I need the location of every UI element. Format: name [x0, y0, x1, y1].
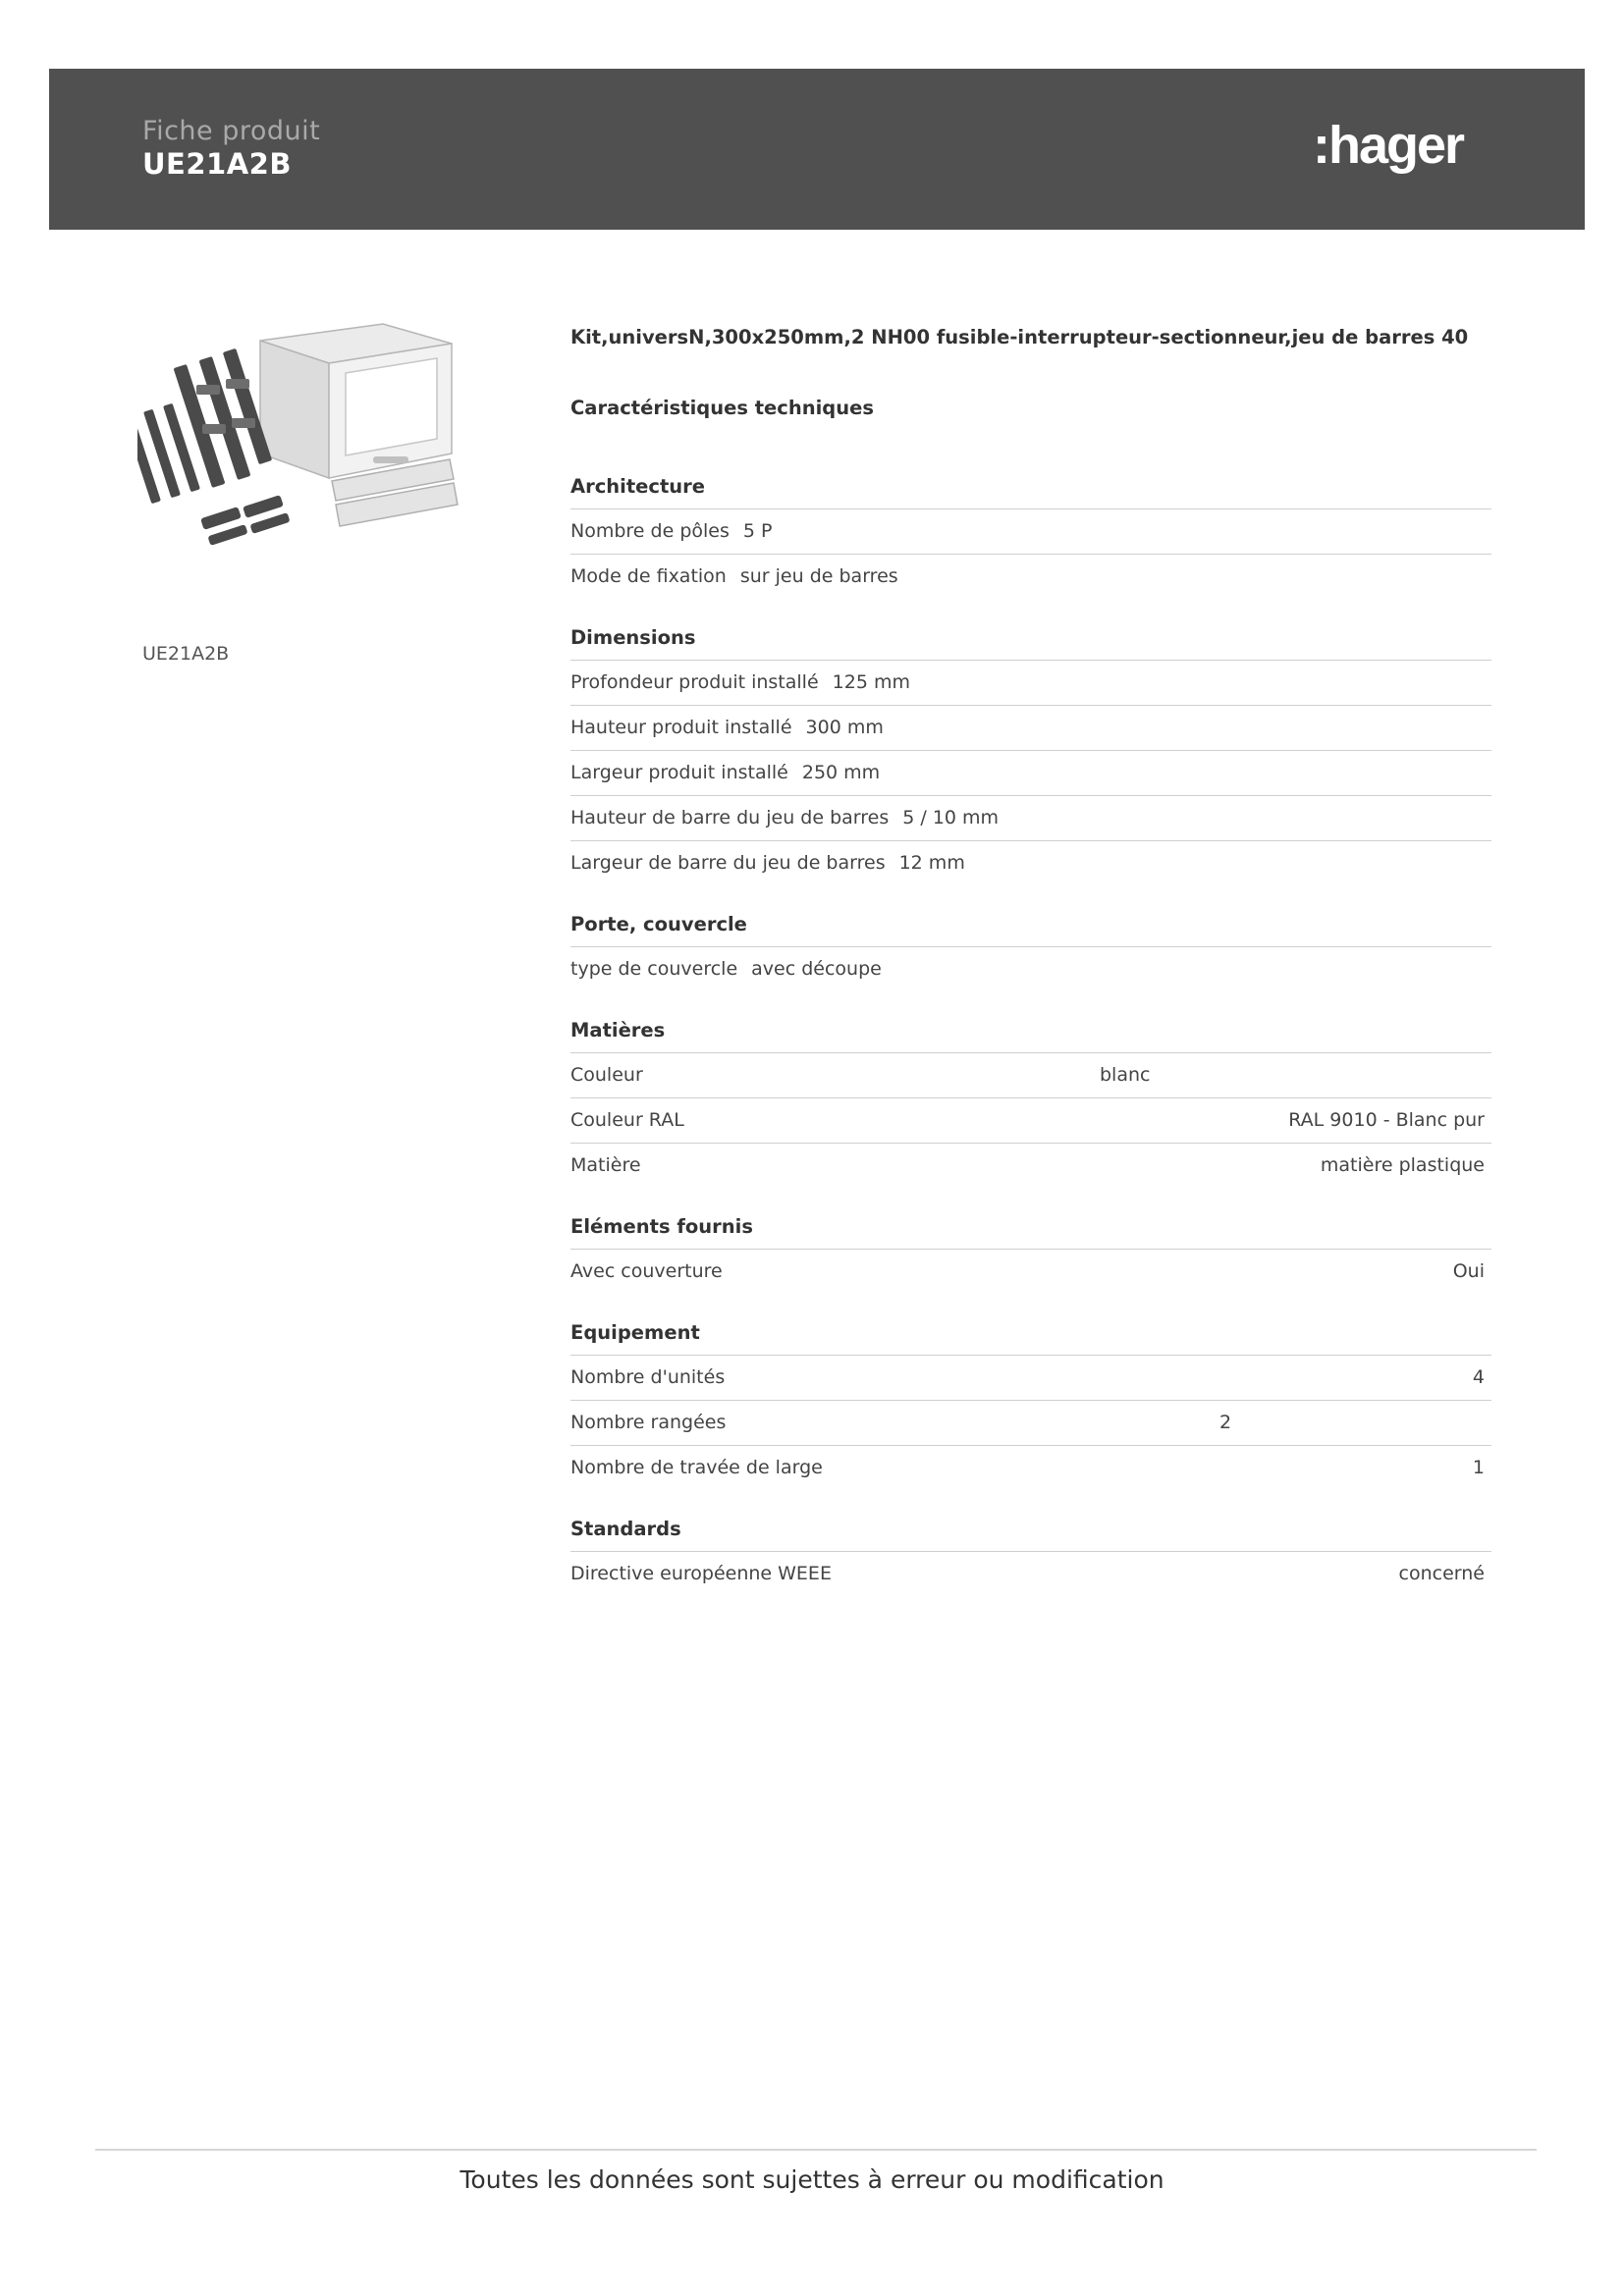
footer-divider: [95, 2149, 1537, 2151]
product-reference: UE21A2B: [142, 147, 292, 181]
spec-value: 300 mm: [805, 717, 884, 738]
spec-row: [570, 1445, 1491, 1490]
spec-value: 4: [1472, 1366, 1485, 1388]
tech-heading: Caractéristiques techniques: [570, 397, 874, 419]
spec-value: matière plastique: [1320, 1154, 1485, 1176]
spec-row: [570, 705, 1491, 750]
spec-value: 2: [1219, 1412, 1232, 1433]
spec-label: Nombre rangées: [570, 1412, 727, 1433]
header-subtitle: Fiche produit: [142, 116, 321, 146]
product-description: Kit,universN,300x250mm,2 NH00 fusible-interrupteur-sectionneur,jeu de barres 40: [570, 326, 1469, 348]
image-caption: UE21A2B: [142, 643, 230, 665]
spec-row: [570, 1052, 1491, 1097]
spec-value: avec découpe: [751, 958, 882, 980]
spec-value: 5 / 10 mm: [902, 807, 1000, 828]
section-title: Dimensions: [570, 626, 696, 649]
spec-label: Nombre d'unités: [570, 1366, 726, 1388]
section-title: Matières: [570, 1019, 666, 1041]
section-elements-fournis: [570, 1213, 1491, 1294]
section-architecture: [570, 473, 1491, 599]
spec-row: [570, 795, 1491, 840]
spec-value: 125 mm: [832, 671, 910, 693]
spec-row: [570, 554, 1491, 599]
spec-row: [570, 1400, 1491, 1445]
hager-logo: [1311, 114, 1497, 183]
spec-label: Mode de fixation: [570, 565, 727, 587]
section-title: Architecture: [570, 475, 705, 498]
spec-label: Hauteur de barre du jeu de barres: [570, 807, 890, 828]
spec-label: Directive européenne WEEE: [570, 1563, 832, 1584]
hager-logo-text: :hager: [1313, 116, 1464, 175]
section-equipement: [570, 1319, 1491, 1490]
page-header: [49, 69, 1585, 230]
spec-value: Oui: [1452, 1260, 1485, 1282]
spec-label: Largeur produit installé: [570, 762, 788, 783]
product-details: [570, 324, 1491, 1622]
spec-label: Nombre de travée de large: [570, 1457, 823, 1478]
spec-row: [570, 1097, 1491, 1143]
spec-row: [570, 946, 1491, 991]
spec-row: [570, 508, 1491, 554]
spec-label: Hauteur produit installé: [570, 717, 792, 738]
spec-label: Couleur RAL: [570, 1109, 684, 1131]
spec-value: concerné: [1398, 1563, 1485, 1584]
spec-row: [570, 1143, 1491, 1188]
spec-label: type de couvercle: [570, 958, 738, 980]
spec-row: [570, 1355, 1491, 1400]
product-image: [137, 316, 461, 552]
spec-value: blanc: [1100, 1064, 1151, 1086]
spec-row: [570, 840, 1491, 885]
spec-label: Avec couverture: [570, 1260, 723, 1282]
section-porte-couvercle: [570, 911, 1491, 991]
section-matieres: [570, 1017, 1491, 1188]
section-title: Equipement: [570, 1321, 700, 1344]
spec-value: 12 mm: [898, 852, 965, 874]
section-dimensions: [570, 624, 1491, 885]
spec-value: 5 P: [742, 520, 773, 542]
section-title: Porte, couvercle: [570, 913, 747, 935]
spec-row: [570, 660, 1491, 705]
spec-value: 250 mm: [801, 762, 881, 783]
section-title: Standards: [570, 1518, 681, 1540]
spec-label: Profondeur produit installé: [570, 671, 819, 693]
section-title: Eléments fournis: [570, 1215, 753, 1238]
spec-label: Couleur: [570, 1064, 643, 1086]
spec-row: [570, 1249, 1491, 1294]
spec-value: 1: [1472, 1457, 1485, 1478]
spec-label: Matière: [570, 1154, 641, 1176]
spec-value: RAL 9010 - Blanc pur: [1288, 1109, 1485, 1131]
spec-label: Nombre de pôles: [570, 520, 730, 542]
spec-value: sur jeu de barres: [739, 565, 898, 587]
footer-disclaimer: Toutes les données sont sujettes à erreur ou modification: [460, 2165, 1164, 2194]
spec-label: Largeur de barre du jeu de barres: [570, 852, 886, 874]
spec-row: [570, 1551, 1491, 1596]
section-standards: [570, 1516, 1491, 1596]
spec-row: [570, 750, 1491, 795]
